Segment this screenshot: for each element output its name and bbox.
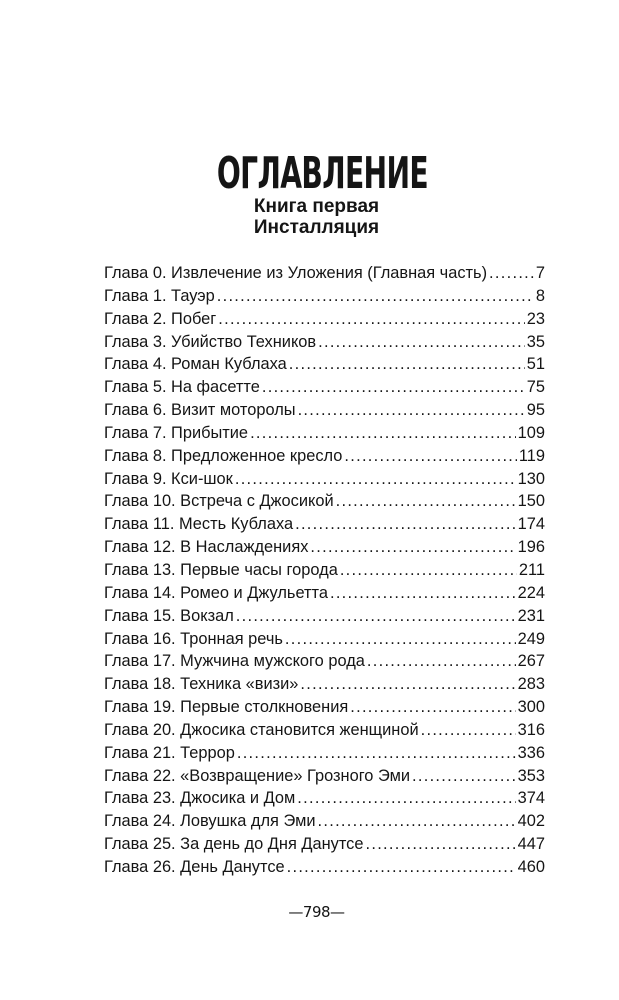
- dot-leader: [236, 605, 516, 628]
- dot-leader: [412, 765, 516, 788]
- toc-entry[interactable]: [104, 490, 545, 513]
- dot-leader: [297, 787, 515, 810]
- toc-entry-page: 353: [517, 766, 545, 785]
- toc-entry-title: Глава 12. В Наслаждениях: [104, 538, 309, 557]
- toc-entry-title: Глава 11. Месть Кублаха: [104, 515, 294, 534]
- dot-leader: [344, 445, 516, 468]
- toc-entry-title: Глава 15. Вокзал: [104, 606, 234, 625]
- dot-leader: [217, 285, 534, 308]
- toc-entry-page: 35: [526, 332, 545, 351]
- toc-entry-title: Глава 8. Предложенное кресло: [104, 446, 343, 465]
- toc-entry-title: Глава 25. За день до Дня Данутсе: [104, 835, 364, 854]
- toc-entry-title: Глава 5. На фасетте: [104, 378, 260, 397]
- toc-entry[interactable]: [104, 787, 545, 810]
- toc-entry-page: 316: [517, 720, 545, 739]
- toc-entry-page: 283: [517, 675, 545, 694]
- toc-entry-page: 211: [518, 560, 545, 579]
- dot-leader: [367, 650, 516, 673]
- toc-entry-title: Глава 13. Первые часы города: [104, 560, 338, 579]
- toc-entry-page: 300: [517, 698, 545, 717]
- dot-leader: [262, 376, 525, 399]
- toc-entry[interactable]: [104, 376, 545, 399]
- toc-entry[interactable]: [104, 673, 545, 696]
- toc-entry-page: 51: [526, 355, 545, 374]
- toc-entry-page: 447: [517, 835, 545, 854]
- toc-entry[interactable]: [104, 605, 545, 628]
- toc-entry-page: 8: [535, 286, 545, 305]
- toc-entry-page: 267: [517, 652, 545, 671]
- toc-entry-title: Глава 23. Джосика и Дом: [104, 789, 296, 808]
- dot-leader: [330, 582, 516, 605]
- dot-leader: [365, 833, 515, 856]
- toc-entry-page: 460: [517, 857, 545, 876]
- toc-entry-title: Глава 3. Убийство Техников: [104, 332, 317, 351]
- toc-entry-title: Глава 14. Ромео и Джульетта: [104, 583, 328, 602]
- dot-leader: [237, 742, 516, 765]
- toc-entry-page: 174: [517, 515, 545, 534]
- toc-entry[interactable]: [104, 468, 545, 491]
- dot-leader: [300, 673, 515, 696]
- toc-entry-title: Глава 19. Первые столкновения: [104, 698, 349, 717]
- toc-entry[interactable]: [104, 559, 545, 582]
- toc-entry[interactable]: [104, 536, 545, 559]
- toc-entry-title: Глава 4. Роман Кублаха: [104, 355, 287, 374]
- toc-entry[interactable]: [104, 513, 545, 536]
- dot-leader: [340, 559, 517, 582]
- toc-entry-page: 150: [517, 492, 545, 511]
- toc-entry-title: Глава 9. Кси-шок: [104, 469, 233, 488]
- toc-entry[interactable]: [104, 833, 545, 856]
- toc-entry[interactable]: [104, 810, 545, 833]
- toc-entry-page: 109: [517, 423, 545, 442]
- dot-leader: [421, 719, 516, 742]
- dot-leader: [285, 628, 516, 651]
- toc-entry[interactable]: [104, 719, 545, 742]
- toc-entry-page: 249: [517, 629, 545, 648]
- toc-entry-page: 119: [518, 446, 545, 465]
- toc-entry-title: Глава 1. Тауэр: [104, 286, 215, 305]
- toc-entry-title: Глава 0. Извлечение из Уложения (Главная часть): [104, 264, 488, 282]
- dot-leader: [235, 468, 516, 491]
- page-number: —798—: [288, 903, 345, 921]
- toc-entry[interactable]: [104, 628, 545, 651]
- toc-entry[interactable]: [104, 742, 545, 765]
- toc-entry-page: 130: [517, 469, 545, 488]
- dot-leader: [318, 331, 525, 354]
- toc-entry[interactable]: [104, 353, 545, 376]
- dot-leader: [295, 513, 516, 536]
- toc-entry[interactable]: [104, 285, 545, 308]
- toc-entry[interactable]: [104, 582, 545, 605]
- toc-entry-page: 23: [526, 309, 545, 328]
- toc-entry-title: Глава 16. Тронная речь: [104, 629, 283, 648]
- toc-entry-title: Глава 10. Встреча с Джосикой: [104, 492, 334, 511]
- book-label: Книга первая: [253, 196, 380, 217]
- toc-entry[interactable]: [104, 262, 545, 285]
- toc-entry-page: 196: [517, 538, 545, 557]
- dot-leader: [298, 399, 525, 422]
- toc-entry-title: Глава 7. Прибытие: [104, 423, 249, 442]
- toc-entry-page: 224: [517, 583, 545, 602]
- toc-entry[interactable]: [104, 765, 545, 788]
- toc-entry-title: Глава 22. «Возвращение» Грозного Эми: [104, 766, 411, 785]
- book-heading: [7, 196, 619, 238]
- toc-entry-page: 231: [517, 606, 545, 625]
- toc-entry-title: Глава 6. Визит моторолы: [104, 401, 296, 420]
- toc-entry-title: Глава 17. Мужчина мужского рода: [104, 652, 365, 671]
- toc-entry[interactable]: [104, 696, 545, 719]
- toc-entry[interactable]: [104, 422, 545, 445]
- toc-entry[interactable]: [104, 650, 545, 673]
- dot-leader: [310, 536, 515, 559]
- dot-leader: [289, 353, 525, 376]
- toc-entry[interactable]: [104, 399, 545, 422]
- toc-entry-title: Глава 21. Террор: [104, 743, 235, 762]
- dot-leader: [336, 490, 516, 513]
- toc-entry-page: 374: [517, 789, 545, 808]
- toc-entry-title: Глава 26. День Данутсе: [104, 857, 285, 876]
- dot-leader: [218, 308, 525, 331]
- dot-leader: [250, 422, 516, 445]
- dot-leader: [318, 810, 516, 833]
- book-name: Инсталляция: [253, 217, 380, 238]
- toc-entry-title: Глава 20. Джосика становится женщиной: [104, 720, 419, 739]
- toc-entry-page: 402: [517, 812, 545, 831]
- toc-entry[interactable]: [104, 308, 545, 331]
- toc-entry[interactable]: [104, 331, 545, 354]
- toc-entry[interactable]: [104, 856, 545, 879]
- toc-entry-page: 336: [517, 743, 545, 762]
- toc-entry-page: 95: [526, 401, 545, 420]
- dot-leader: [489, 262, 534, 285]
- toc-entry-page: 75: [526, 378, 545, 397]
- page-title: ОГЛАВЛЕНИЕ: [216, 148, 428, 200]
- dot-leader: [287, 856, 516, 879]
- dot-leader: [350, 696, 515, 719]
- table-of-contents: [104, 262, 545, 879]
- toc-entry-title: Глава 2. Побег: [104, 309, 217, 328]
- toc-entry[interactable]: [104, 445, 545, 468]
- toc-entry-title: Глава 24. Ловушка для Эми: [104, 812, 316, 831]
- toc-entry-title: Глава 18. Техника «визи»: [104, 675, 299, 694]
- toc-entry-page: 7: [535, 264, 545, 282]
